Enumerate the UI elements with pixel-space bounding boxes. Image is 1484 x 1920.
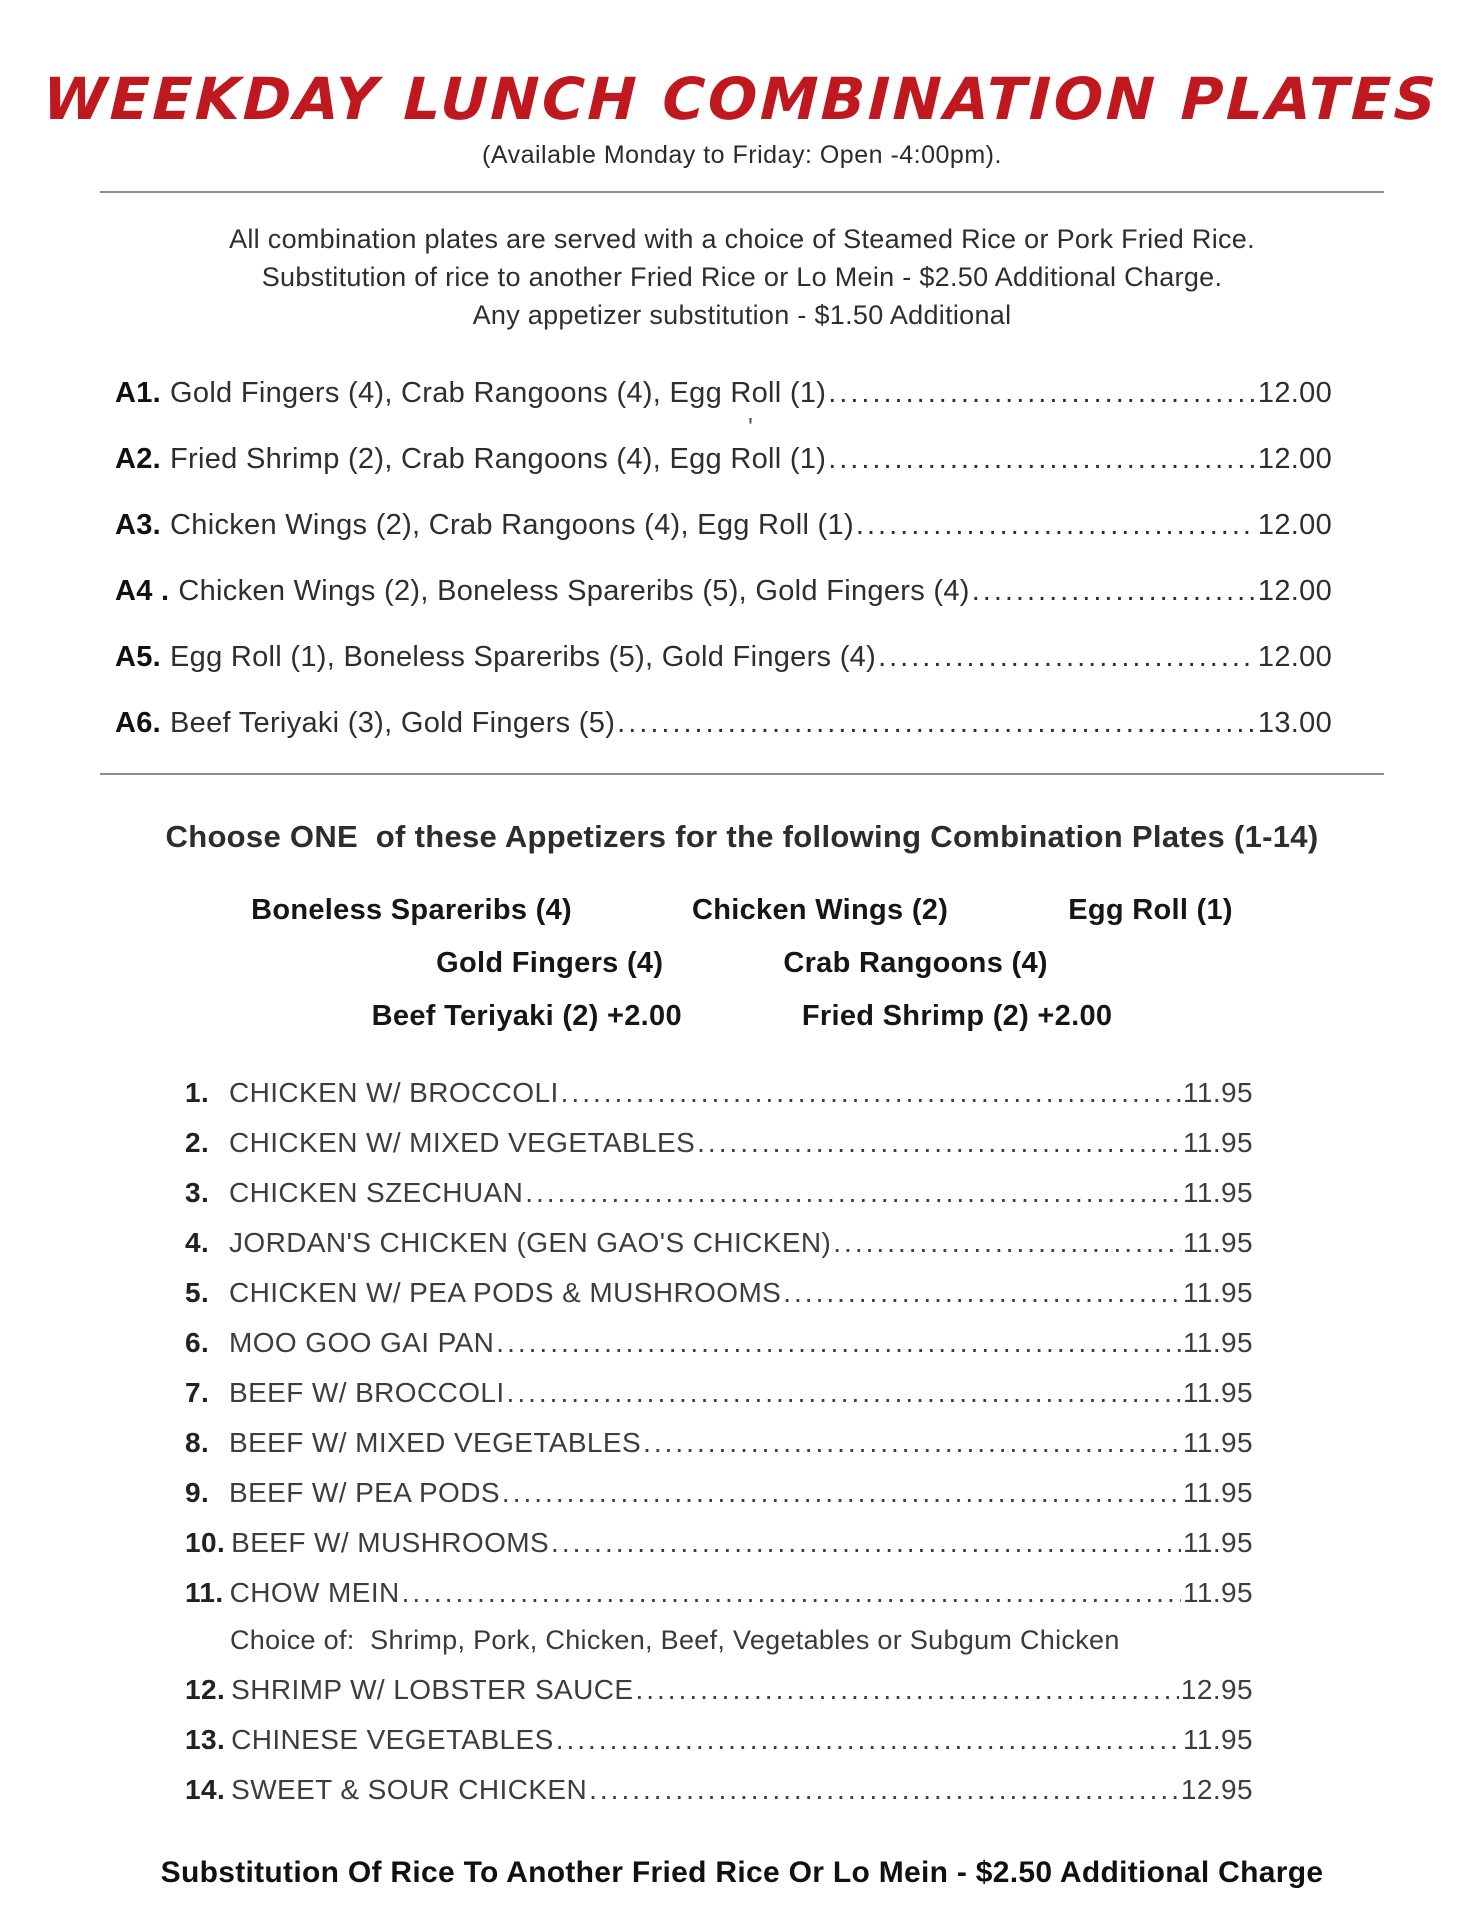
appetizer-option: Fried Shrimp (2) +2.00	[801, 1000, 1113, 1032]
menu-item-number: 5.	[185, 1277, 210, 1308]
menu-item-block	[185, 1177, 1253, 1209]
menu-item-block	[185, 1774, 1253, 1806]
menu-item-number: 8.	[185, 1427, 210, 1458]
menu-item-price: 11.95	[1183, 1327, 1253, 1358]
menu-item-block	[185, 1077, 1253, 1109]
appetizer-option: Gold Fingers (4)	[436, 947, 664, 979]
menu-item-number: 2.	[185, 1127, 210, 1158]
page-title: WEEKDAY LUNCH COMBINATION PLATES	[41, 65, 1440, 133]
menu-item-name: MOO GOO GAI PAN	[229, 1327, 495, 1358]
dot-leader	[878, 641, 1256, 674]
combo-plate-code: A2.	[115, 443, 162, 475]
intro-line-2: Substitution of rice to another Fried Rice or Lo Mein - $2.50 Additional Charge.	[261, 262, 1223, 292]
menu-item-row	[185, 1377, 1253, 1409]
menu-item-row	[185, 1527, 1253, 1559]
combo-plate-row	[115, 377, 1332, 410]
menu-item-price: 11.95	[1183, 1177, 1253, 1208]
combo-plate-code: A6.	[115, 707, 162, 739]
menu-item-number: 13.	[185, 1724, 226, 1755]
combo-plate-code: A5.	[115, 641, 162, 673]
appetizer-option: Beef Teriyaki (2) +2.00	[371, 1000, 682, 1032]
menu-item-row	[185, 1427, 1253, 1459]
menu-item-block	[185, 1427, 1253, 1459]
menu-item-number: 10.	[185, 1527, 226, 1558]
menu-item-name: CHOW MEIN	[229, 1577, 400, 1608]
dot-leader	[828, 443, 1256, 476]
menu-item-price: 11.95	[1183, 1127, 1253, 1158]
dot-leader	[507, 1377, 1181, 1409]
combo-plate-code: A3.	[115, 509, 162, 541]
intro-line-1: All combination plates are served with a choice of Steamed Rice or Pork Fried Rice.	[229, 224, 1255, 254]
menu-item-number: 14.	[185, 1774, 226, 1805]
menu-item-row	[185, 1774, 1253, 1806]
menu-item-row	[185, 1177, 1253, 1209]
menu-item-row	[185, 1327, 1253, 1359]
combo-plate-description: Chicken Wings (2), Crab Rangoons (4), Egg Roll (1)	[170, 509, 854, 541]
combo-plate-description: Fried Shrimp (2), Crab Rangoons (4), Egg Roll (1)	[170, 443, 827, 475]
dot-leader	[561, 1077, 1181, 1109]
dot-leader	[617, 707, 1256, 740]
dot-leader	[551, 1527, 1181, 1559]
menu-item-price: 11.95	[1183, 1527, 1253, 1558]
intro-line-3: Any appetizer substitution - $1.50 Additional	[472, 300, 1012, 330]
divider-middle	[100, 773, 1384, 775]
appetizer-option: Boneless Spareribs (4)	[251, 894, 572, 926]
dot-leader	[502, 1477, 1181, 1509]
menu-item-block	[185, 1277, 1253, 1309]
divider-top	[100, 191, 1384, 193]
menu-item-price: 12.95	[1180, 1674, 1253, 1705]
menu-item-number: 12.	[185, 1674, 226, 1705]
menu-item-number: 1.	[185, 1077, 210, 1108]
combo-plate-price: 13.00	[1257, 707, 1332, 739]
dot-leader	[635, 1674, 1178, 1706]
menu-item-name: JORDAN'S CHICKEN (GEN GAO'S CHICKEN)	[229, 1227, 832, 1258]
menu-item-name: BEEF W/ BROCCOLI	[229, 1377, 505, 1408]
menu-item-price: 11.95	[1183, 1077, 1253, 1108]
appetizer-options	[0, 894, 1484, 1033]
menu-item-number: 7.	[185, 1377, 210, 1408]
dot-leader	[828, 377, 1256, 410]
menu-item-block	[185, 1377, 1253, 1409]
scan-artifact-mark: '	[748, 412, 753, 442]
appetizer-option: Chicken Wings (2)	[691, 894, 949, 926]
menu-item-price: 11.95	[1183, 1577, 1253, 1608]
menu-item-number: 11.	[185, 1577, 224, 1608]
menu-item-block	[185, 1674, 1253, 1706]
menu-item-block	[185, 1127, 1253, 1159]
menu-item-name: SWEET & SOUR CHICKEN	[231, 1774, 588, 1805]
menu-item-price: 11.95	[1183, 1227, 1253, 1258]
menu-item-price: 11.95	[1183, 1477, 1253, 1508]
appetizer-options-row	[0, 894, 1484, 927]
dot-leader	[856, 509, 1256, 542]
combo-plate-price: 12.00	[1257, 509, 1332, 541]
menu-item-number: 4.	[185, 1227, 210, 1258]
menu-item-block	[185, 1577, 1253, 1656]
combo-plate-description: Beef Teriyaki (3), Gold Fingers (5)	[170, 707, 616, 739]
menu-item-block	[185, 1724, 1253, 1756]
menu-item-name: CHINESE VEGETABLES	[231, 1724, 554, 1755]
dot-leader	[972, 575, 1256, 608]
combo-plate-row	[115, 575, 1332, 608]
menu-item-price: 11.95	[1183, 1277, 1253, 1308]
menu-item-row	[185, 1477, 1253, 1509]
dot-leader	[643, 1427, 1181, 1459]
combo-plate-price: 12.00	[1257, 641, 1332, 673]
combo-plate-row	[115, 707, 1332, 740]
menu-item-row	[185, 1277, 1253, 1309]
menu-item-name: BEEF W/ PEA PODS	[229, 1477, 500, 1508]
menu-item-price: 11.95	[1183, 1377, 1253, 1408]
menu-item-name: CHICKEN W/ PEA PODS & MUSHROOMS	[229, 1277, 782, 1308]
menu-item-name: BEEF W/ MUSHROOMS	[231, 1527, 550, 1558]
dot-leader	[697, 1127, 1181, 1159]
combo-plate-row	[115, 443, 1332, 476]
combo-plate-price: 12.00	[1257, 443, 1332, 475]
appetizer-options-row	[0, 1000, 1484, 1033]
menu-item-number: 9.	[185, 1477, 210, 1508]
dot-leader	[833, 1227, 1181, 1259]
menu-item-price: 11.95	[1183, 1724, 1253, 1755]
combo-plates-list	[115, 377, 1332, 740]
numbered-items-list	[185, 1077, 1253, 1806]
dot-leader	[589, 1774, 1179, 1806]
menu-item-row	[185, 1077, 1253, 1109]
menu-item-number: 3.	[185, 1177, 210, 1208]
combo-plate-row	[115, 509, 1332, 542]
dot-leader	[556, 1724, 1181, 1756]
menu-item-block	[185, 1527, 1253, 1559]
menu-item-name: CHICKEN W/ MIXED VEGETABLES	[229, 1127, 696, 1158]
menu-item-price: 12.95	[1180, 1774, 1253, 1805]
choose-one-heading: Choose ONE of these Appetizers for the following Combination Plates (1-14)	[165, 819, 1319, 854]
menu-item-price: 11.95	[1183, 1427, 1253, 1458]
page-subtitle: (Available Monday to Friday: Open -4:00pm).	[482, 141, 1002, 169]
combo-plate-description: Chicken Wings (2), Boneless Spareribs (5), Gold Fingers (4)	[178, 575, 970, 607]
menu-item-block	[185, 1227, 1253, 1259]
appetizer-options-row	[0, 947, 1484, 980]
menu-item-row	[185, 1724, 1253, 1756]
menu-item-name: SHRIMP W/ LOBSTER SAUCE	[231, 1674, 634, 1705]
menu-item-row	[185, 1227, 1253, 1259]
combo-plate-price: 12.00	[1257, 575, 1332, 607]
combo-plate-code: A1.	[115, 377, 162, 409]
menu-item-row	[185, 1127, 1253, 1159]
menu-item-name: CHICKEN W/ BROCCOLI	[229, 1077, 559, 1108]
dot-leader	[402, 1577, 1181, 1609]
menu-item-block	[185, 1327, 1253, 1359]
combo-plate-description: Egg Roll (1), Boneless Spareribs (5), Gold Fingers (4)	[170, 641, 877, 673]
menu-item-name: BEEF W/ MIXED VEGETABLES	[229, 1427, 642, 1458]
menu-item-number: 6.	[185, 1327, 210, 1358]
menu-item-block	[185, 1477, 1253, 1509]
combo-plate-row	[115, 641, 1332, 674]
menu-item-name: CHICKEN SZECHUAN	[229, 1177, 524, 1208]
combo-plate-code: A4 .	[115, 575, 170, 607]
intro-paragraph	[0, 220, 1484, 334]
dot-leader	[496, 1327, 1181, 1359]
dot-leader	[783, 1277, 1181, 1309]
menu-item-row	[185, 1674, 1253, 1706]
menu-item-note: Choice of: Shrimp, Pork, Chicken, Beef, Vegetables or Subgum Chicken	[230, 1625, 1120, 1655]
dot-leader	[525, 1177, 1181, 1209]
appetizer-option: Egg Roll (1)	[1068, 894, 1233, 926]
menu-item-row	[185, 1577, 1253, 1609]
combo-plate-description: Gold Fingers (4), Crab Rangoons (4), Egg Roll (1)	[170, 377, 827, 409]
appetizer-option: Crab Rangoons (4)	[783, 947, 1048, 979]
footer-note: Substitution Of Rice To Another Fried Rice Or Lo Mein - $2.50 Additional Charge	[160, 1856, 1324, 1889]
combo-plate-price: 12.00	[1257, 377, 1332, 409]
